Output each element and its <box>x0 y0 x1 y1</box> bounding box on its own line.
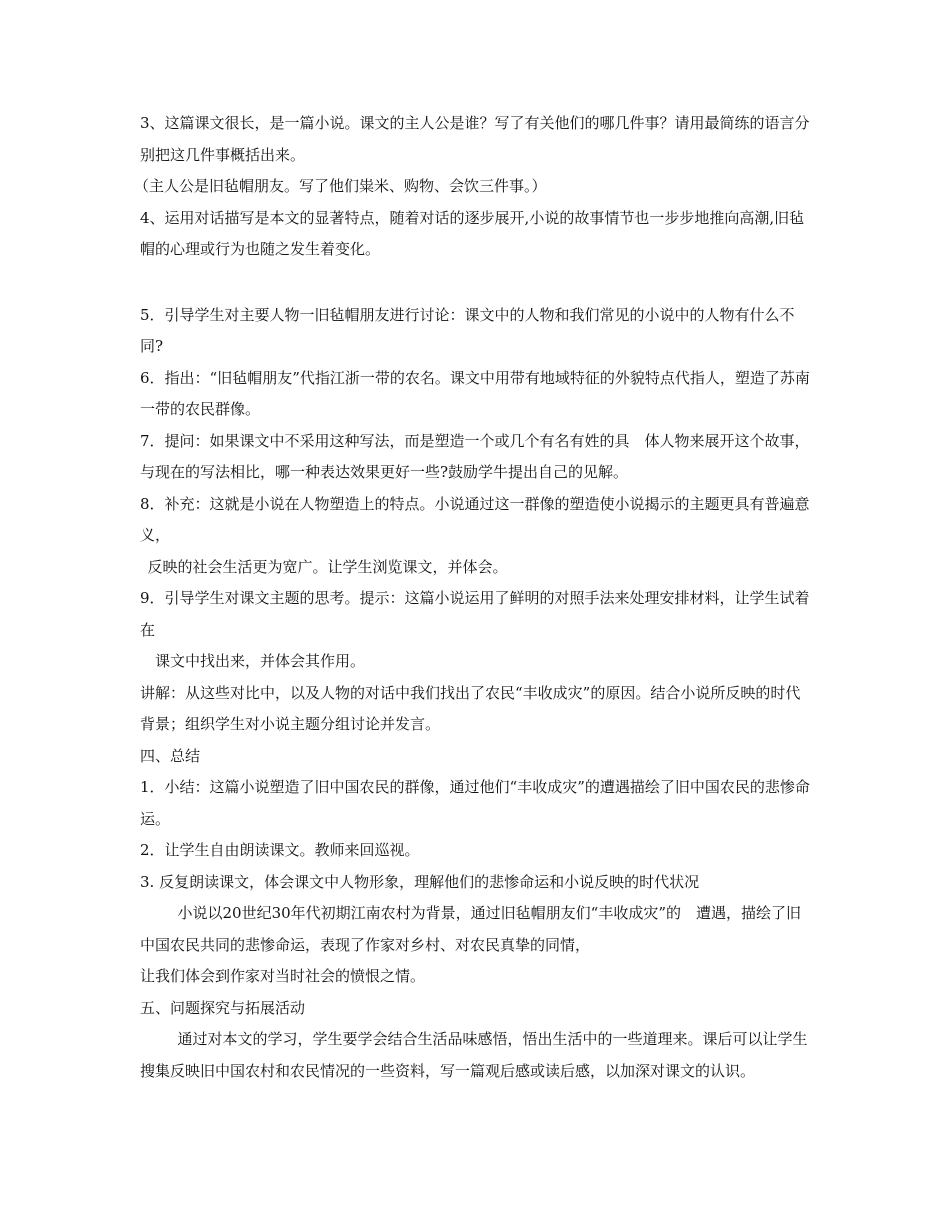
paragraph-step7: 7．提问：如果课文中不采用这种写法，而是塑造一个或几个有名有姓的具 体人物来展开这个故事，与现在的写法相比，哪一种表达效果更好一些?鼓励学牛提出自己的见解。 <box>140 431 810 481</box>
paragraph-inquiry: 通过对本文的学习，学生要学会结合生活品味感悟，悟出生活中的一些道理来。课后可以让学生搜集反映旧中国农村和农民情况的一些资料，写一篇观后感或读后感，以加深对课文的认识。 <box>140 1030 808 1080</box>
paragraph-explanation: 讲解：从这些对比中，以及人物的对话中我们找出了农民“丰收成灾”的原因。结合小说所反映的时代背景；组织学生对小说主题分组讨论并发言。 <box>140 683 801 733</box>
paragraph-summary-1: 1．小结：这篇小说塑造了旧中国农民的群像，通过他们“丰收成灾”的遭遇描绘了旧中国农民的悲惨命运。 <box>140 778 810 828</box>
paragraph-summary-2: 2．让学生自由朗读课文。教师来回巡视。 <box>140 841 420 859</box>
paragraph-q4: 4、运用对话描写是本文的显著特点，随着对话的逐步展开,小说的故事情节也一步步地推向高潮,旧毡帽的心理或行为也随之发生着变化。 <box>140 208 805 258</box>
document-body <box>134 108 812 1087</box>
paragraph-summary-detail: 小说以20世纪30年代初期江南农村为背景，通过旧毡帽朋友们“丰收成灾”的 遭遇，描绘了旧中国农民共同的悲惨命运，表现了作家对乡村、对农民真挚的同情， <box>140 904 802 954</box>
paragraph-step8-continued: 反映的社会生活更为宽广。让学生浏览课文，并体会。 <box>147 557 508 576</box>
paragraph-q3: 3、这篇课文很长，是一篇小说。课文的主人公是谁？写了有关他们的哪几件事？请用最简练的语言分别把这几件事概括出来。 <box>140 114 810 164</box>
section-heading-summary: 四、总结 <box>140 746 201 765</box>
paragraph-gap <box>140 266 812 300</box>
paragraph-step5: 5．引导学生对主要人物一旧毡帽朋友进行讨论：课文中的人物和我们常见的小说中的人物有什么不同? <box>140 305 795 355</box>
paragraph-step9: 9．引导学生对课文主题的思考。提示：这篇小说运用了鲜明的对照手法来处理安排材料，让学生试着在 <box>140 589 810 639</box>
paragraph-step8: 8．补充：这就是小说在人物塑造上的特点。小说通过这一群像的塑造使小说揭示的主题更具有普遍意义， <box>140 494 810 544</box>
paragraph-step6: 6．指出：“旧毡帽朋友”代指江浙一带的农名。课文中用带有地域特征的外貌特点代指人，塑造了苏南一带的农民群像。 <box>140 368 810 418</box>
paragraph-summary-detail-end: 让我们体会到作家对当时社会的愤恨之情。 <box>140 967 426 985</box>
paragraph-summary-3: 3. 反复朗读课文，体会课文中人物形象，理解他们的悲惨命运和小说反映的时代状况 <box>140 872 700 891</box>
paragraph-step9-continued: 课文中找出来，并体会其作用。 <box>155 652 366 670</box>
section-heading-inquiry: 五、问题探究与拓展活动 <box>140 998 306 1017</box>
paragraph-q3-answer: （主人公是旧毡帽朋友。写了他们粜米、购物、会饮三件事。） <box>134 177 547 195</box>
